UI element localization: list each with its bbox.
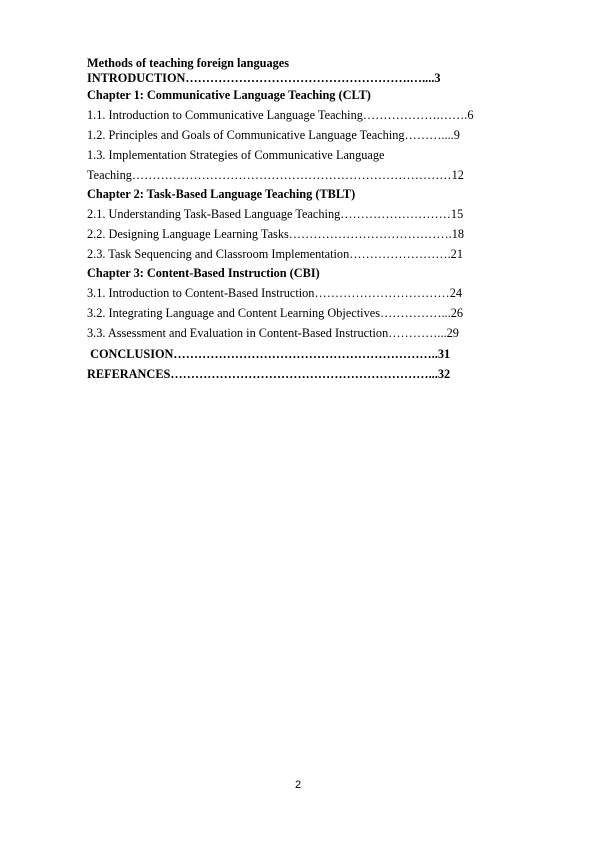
toc-item-3-1: 3.1. Introduction to Content-Based Instruction……………………………24 [87,286,463,300]
toc-item-2-3: 2.3. Task Sequencing and Classroom Implementation…………………….21 [87,247,463,261]
toc-item-1-2: 1.2. Principles and Goals of Communicative Language Teaching………....9 [87,128,460,142]
toc-item-3-3: 3.3. Assessment and Evaluation in Content-Based Instruction…………...29 [87,326,459,340]
toc-references: REFERANCES………………………………………………………...32 [87,367,451,381]
toc-item-1-3: 1.3. Implementation Strategies of Communicative Language [87,148,385,162]
chapter-3-heading: Chapter 3: Content-Based Instruction (CBI) [87,266,320,280]
table-of-contents [87,56,527,387]
chapter-1-heading: Chapter 1: Communicative Language Teaching (CLT) [87,88,371,102]
toc-introduction: INTRODUCTION……………………………………………….…....3 [87,71,441,85]
page-number: 2 [294,779,302,791]
toc-item-3-2: 3.2. Integrating Language and Content Learning Objectives……………...26 [87,306,463,320]
toc-item-2-2: 2.2. Designing Language Learning Tasks………………………………….18 [87,227,464,241]
toc-conclusion: CONCLUSION………………………………………………………..31 [87,347,451,361]
document-title: Methods of teaching foreign languages [87,56,289,70]
toc-item-2-1: 2.1. Understanding Task-Based Language Teaching………………………15 [87,207,464,221]
toc-item-1-3-continued: Teaching……………………………………………………………………12 [87,168,464,182]
chapter-2-heading: Chapter 2: Task-Based Language Teaching (TBLT) [87,187,356,201]
toc-item-1-1: 1.1. Introduction to Communicative Language Teaching……………….…….6 [87,108,474,122]
